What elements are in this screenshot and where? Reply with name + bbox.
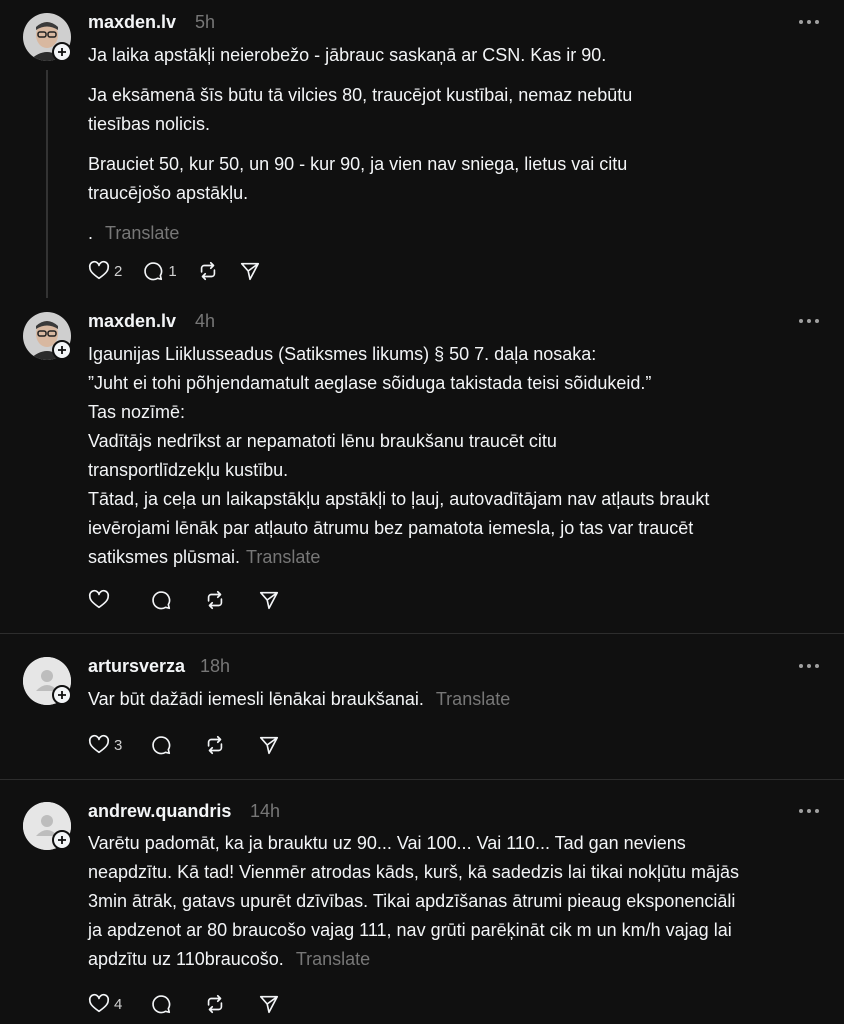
reply-button[interactable] [142, 260, 176, 282]
username[interactable]: andrew.quandris [88, 801, 232, 821]
timestamp[interactable]: 18h [200, 656, 231, 676]
username[interactable]: maxden.lv [88, 311, 177, 331]
post-last-line [88, 340, 828, 572]
repost-button[interactable] [204, 993, 226, 1015]
reply-button[interactable] [150, 734, 172, 756]
post-text [88, 340, 828, 572]
reply-count: 1 [168, 262, 177, 280]
repost-icon [204, 734, 226, 756]
follow-plus-icon[interactable] [52, 42, 72, 62]
post-last-line [88, 685, 828, 714]
heart-icon [88, 734, 110, 756]
comment-icon [150, 589, 172, 611]
share-icon [258, 589, 280, 611]
action-bar [88, 259, 281, 283]
post-last-line [88, 829, 828, 974]
follow-plus-icon[interactable] [52, 830, 72, 850]
share-icon [239, 260, 261, 282]
more-icon[interactable] [798, 19, 820, 25]
username[interactable]: maxden.lv [88, 12, 177, 32]
comment-icon [150, 993, 172, 1015]
heart-icon [88, 260, 110, 282]
repost-icon [204, 993, 226, 1015]
action-bar [88, 992, 300, 1016]
timestamp[interactable]: 5h [195, 12, 216, 32]
timestamp[interactable]: 4h [195, 311, 216, 331]
share-button[interactable] [258, 993, 280, 1015]
divider [0, 779, 844, 780]
more-icon[interactable] [798, 318, 820, 324]
heart-icon [88, 589, 110, 611]
divider [0, 633, 844, 634]
post-last-line [88, 219, 828, 248]
heart-icon [88, 993, 110, 1015]
thread-line [46, 70, 48, 298]
post-paragraph: Brauciet 50, kur 50, un 90 - kur 90, ja vien nav sniega, lietus vai citu traucējošo apstākļu. [88, 154, 628, 203]
action-bar [88, 733, 300, 757]
post-paragraph: Ja eksāmenā šīs būtu tā vilcies 80, traucējot kustībai, nemaz nebūtu tiesības nolicis. [88, 85, 633, 134]
repost-button[interactable] [204, 734, 226, 756]
post-paragraph: Varētu padomāt, ka ja brauktu uz 90... Vai 100... Vai 110... Tad gan neviens neapdzītu. Kā tad! Vienmēr atrodas kāds, kurš, kā sadedzis lai tikai nokļūtu mājās 3min ātrāk, gatavs upurēt dzīvības. Tikai apdzīšanas ātrumi pieaug eksponenciāli ja apdzenot ar 80 braucošo vajag 111, nav grūti parēķināt cik m un km/h vajag lai apdzītu uz 110braucošo. [88, 833, 740, 969]
like-button[interactable] [88, 260, 122, 282]
translate-link[interactable]: Translate [105, 223, 180, 243]
post-paragraph: Var būt dažādi iemesli lēnākai braukšanai. [88, 689, 424, 709]
like-button[interactable] [88, 589, 114, 611]
like-button[interactable] [88, 734, 122, 756]
like-count: 2 [114, 262, 123, 280]
post-text [88, 685, 828, 714]
share-button[interactable] [258, 734, 280, 756]
like-button[interactable] [88, 993, 122, 1015]
post-paragraph: Ja laika apstākļi neierobežo - jābrauc saskaņā ar CSN. Kas ir 90. [88, 45, 607, 65]
repost-button[interactable] [197, 260, 219, 282]
repost-button[interactable] [204, 589, 226, 611]
like-count: 3 [114, 736, 123, 754]
more-icon[interactable] [798, 808, 820, 814]
translate-link[interactable]: Translate [246, 547, 321, 567]
timestamp[interactable]: 14h [250, 801, 281, 821]
action-bar [88, 588, 300, 612]
post-paragraph: . [88, 223, 94, 243]
comment-icon [142, 260, 164, 282]
post-text [88, 41, 828, 248]
share-button[interactable] [239, 260, 261, 282]
post-paragraph: Igaunijas Liiklusseadus (Satiksmes likums) § 50 7. daļa nosaka: ”Juht ei tohi põhjendamatult aeglase sõiduga takistada teisi sõidukeid.” Tas nozīmē: Vadītājs nedrīkst ar nepamatoti lēnu braukšanu traucēt citu transportlīdzekļu kustību. Tātad, ja ceļa un laikapstākļu apstākļi to ļauj, autovadītājam nav atļauts braukt ievērojami lēnāk par atļauto ātrumu bez pamatota iemesla, jo tas var traucēt satiksmes plūsmai. [88, 344, 710, 567]
post-text [88, 829, 828, 974]
repost-icon [204, 589, 226, 611]
more-icon[interactable] [798, 663, 820, 669]
follow-plus-icon[interactable] [52, 340, 72, 360]
repost-icon [197, 260, 219, 282]
reply-button[interactable] [150, 993, 172, 1015]
reply-button[interactable] [150, 589, 172, 611]
follow-plus-icon[interactable] [52, 685, 72, 705]
like-count: 4 [114, 995, 123, 1013]
share-button[interactable] [258, 589, 280, 611]
share-icon [258, 993, 280, 1015]
translate-link[interactable]: Translate [295, 949, 371, 969]
comment-icon [150, 734, 172, 756]
translate-link[interactable]: Translate [435, 689, 511, 709]
share-icon [258, 734, 280, 756]
username[interactable]: artursverza [88, 656, 186, 676]
